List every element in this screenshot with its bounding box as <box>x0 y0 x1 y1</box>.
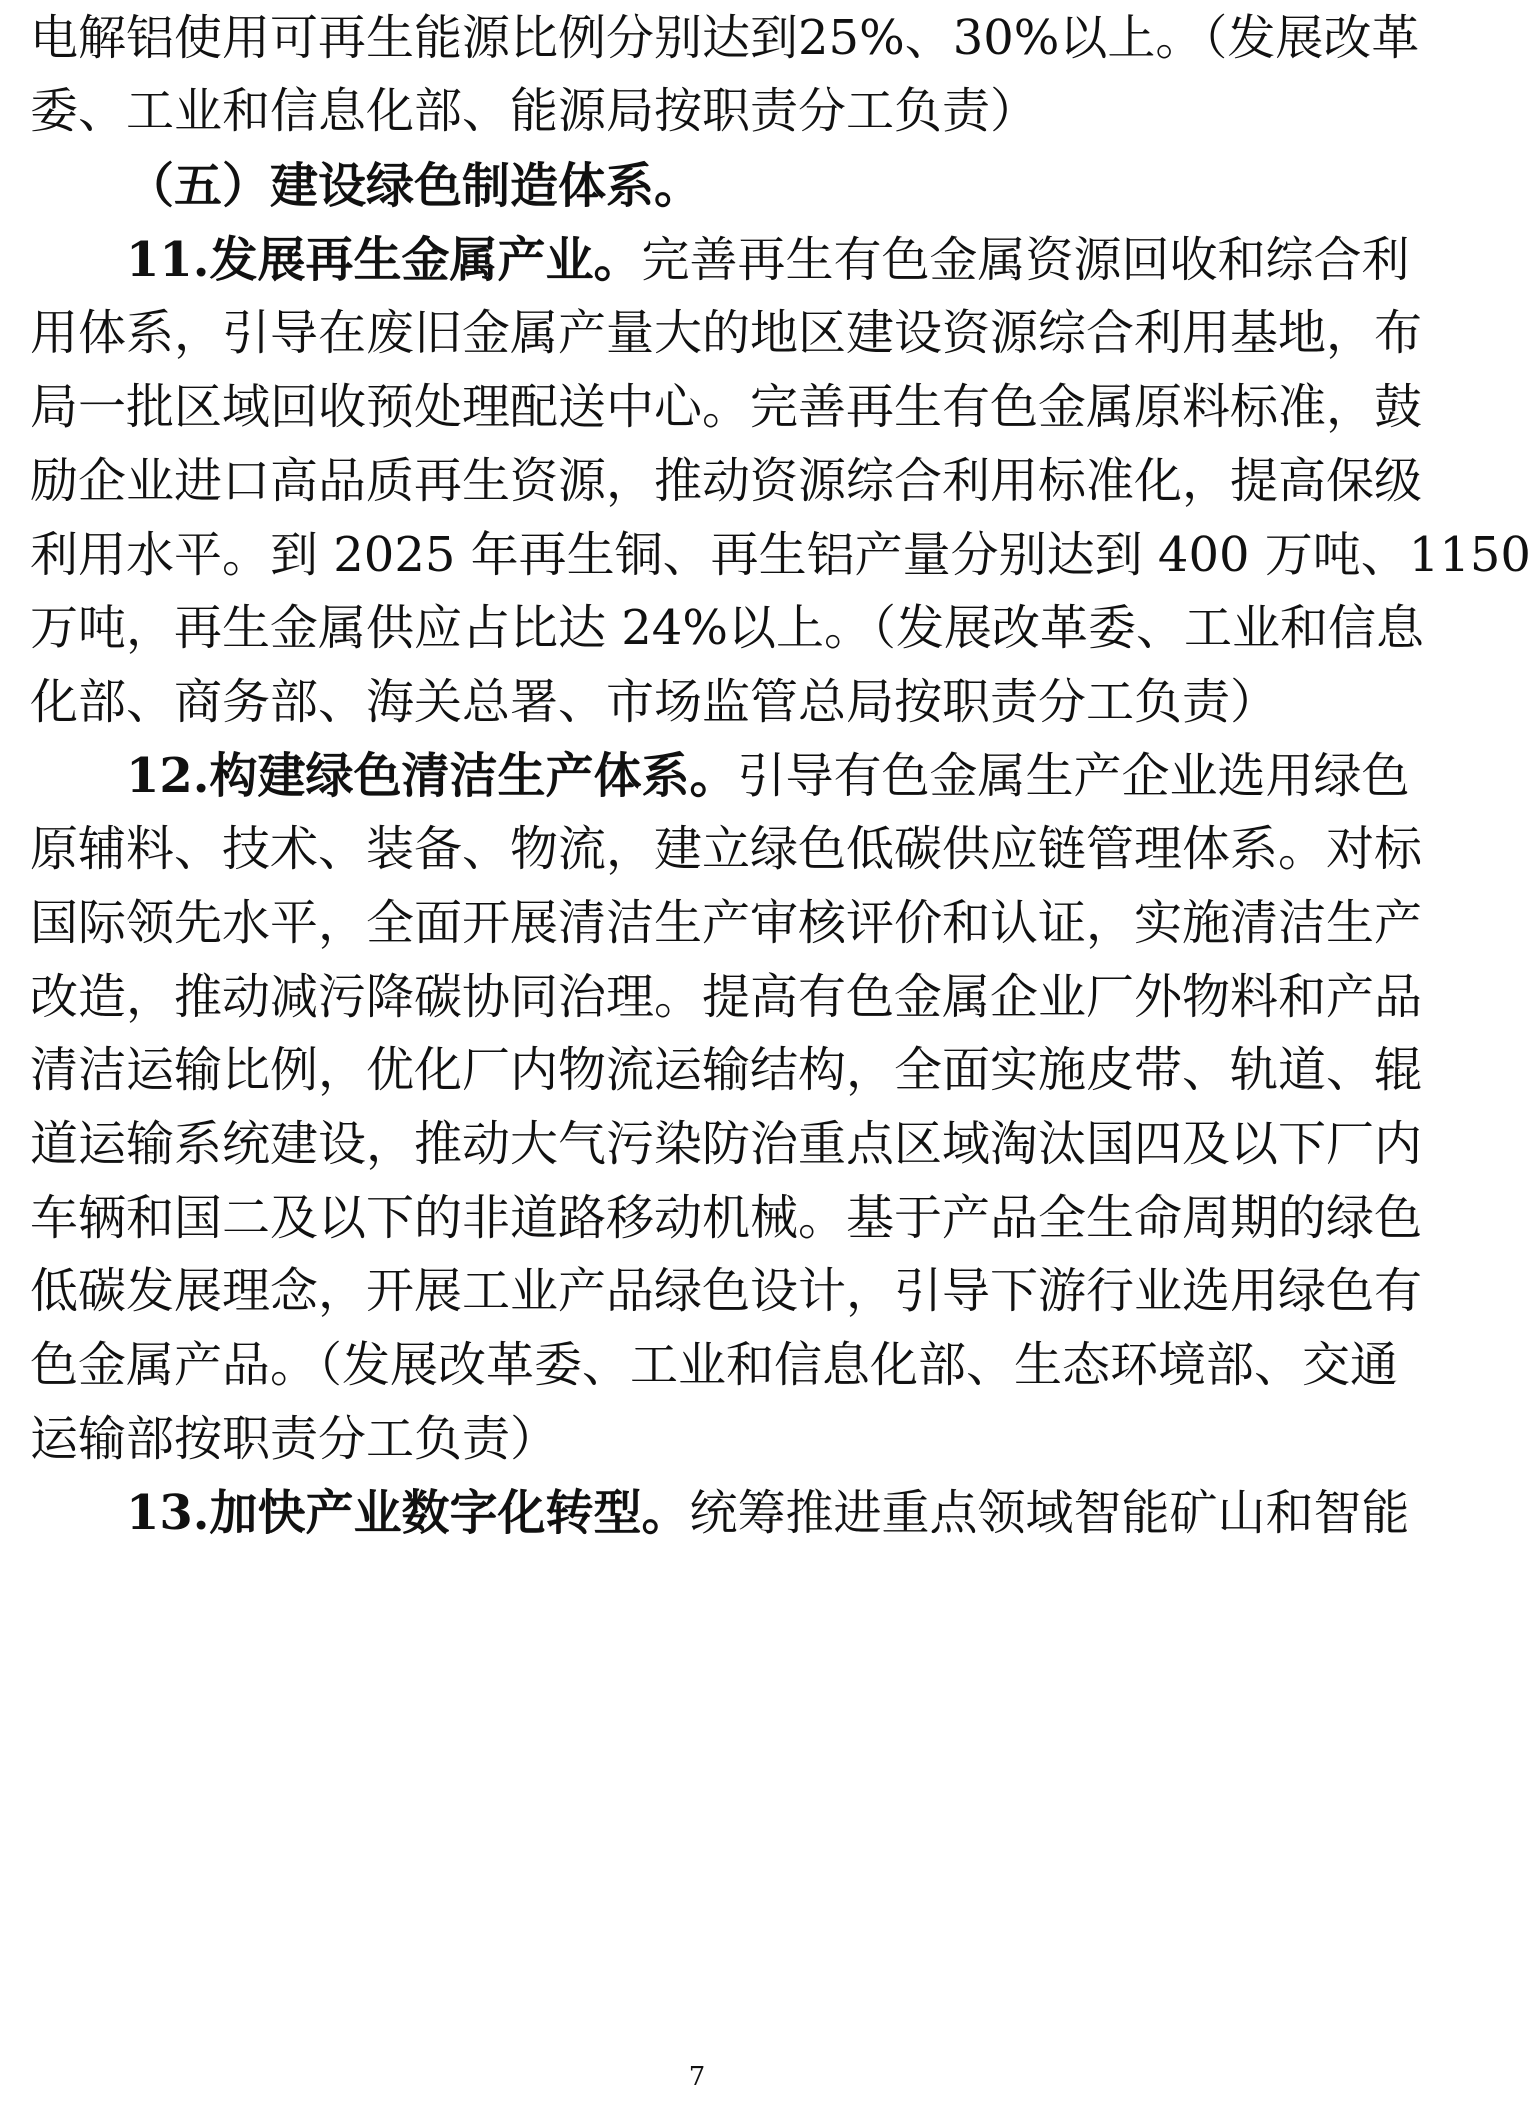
section-heading: （五）建设绿色制造体系。 <box>126 158 703 214</box>
item-heading: 13.加快产业数字化转型。 <box>126 1485 690 1541</box>
text-line: 道运输系统建设，推动大气污染防治重点区域淘汰国四及以下厂内 <box>30 1116 1423 1172</box>
text-line: 委、工业和信息化部、能源局按职责分工负责） <box>30 83 1039 139</box>
text-line: 利用水平。到 2025 年再生铜、再生铝产量分别达到 400 万吨、1150 <box>30 527 1531 583</box>
text-line: 局一批区域回收预处理配送中心。完善再生有色金属原料标准，鼓 <box>30 379 1423 435</box>
text-run: 统筹推进重点领域智能矿山和智能 <box>689 1485 1410 1541</box>
text-line: 国际领先水平，全面开展清洁生产审核评价和认证，实施清洁生产 <box>30 895 1423 951</box>
text-run: 引导有色金属生产企业选用绿色 <box>737 748 1410 804</box>
text-line: 色金属产品。（发展改革委、工业和信息化部、生态环境部、交通 <box>30 1337 1399 1393</box>
text-line: 清洁运输比例，优化厂内物流运输结构，全面实施皮带、轨道、辊 <box>30 1042 1423 1098</box>
page-number: 7 <box>688 2062 706 2092</box>
item-heading: 11.发展再生金属产业。 <box>126 232 642 288</box>
paragraph-first-line <box>126 230 1410 290</box>
paragraph-first-line <box>126 1483 1410 1543</box>
text-line: 原辅料、技术、装备、物流，建立绿色低碳供应链管理体系。对标 <box>30 821 1423 877</box>
text-line: 低碳发展理念，开展工业产品绿色设计，引导下游行业选用绿色有 <box>30 1263 1423 1319</box>
text-line: 励企业进口高品质再生资源，推动资源综合利用标准化，提高保级 <box>30 453 1423 509</box>
text-run: 完善再生有色金属资源回收和综合利 <box>641 232 1410 288</box>
item-heading: 12.构建绿色清洁生产体系。 <box>126 748 738 804</box>
text-line: 化部、商务部、海关总署、市场监管总局按职责分工负责） <box>30 674 1279 730</box>
text-line: 运输部按职责分工负责） <box>30 1411 559 1467</box>
text-line: 用体系，引导在废旧金属产量大的地区建设资源综合利用基地，布 <box>30 305 1423 361</box>
text-line: 万吨，再生金属供应占比达 24%以上。（发展改革委、工业和信息 <box>30 600 1424 656</box>
text-line: 电解铝使用可再生能源比例分别达到25%、30%以上。（发展改革 <box>30 10 1420 66</box>
paragraph-first-line <box>126 746 1410 806</box>
text-line: 车辆和国二及以下的非道路移动机械。基于产品全生命周期的绿色 <box>30 1190 1423 1246</box>
text-line: 改造，推动减污降碳协同治理。提高有色金属企业厂外物料和产品 <box>30 969 1423 1025</box>
